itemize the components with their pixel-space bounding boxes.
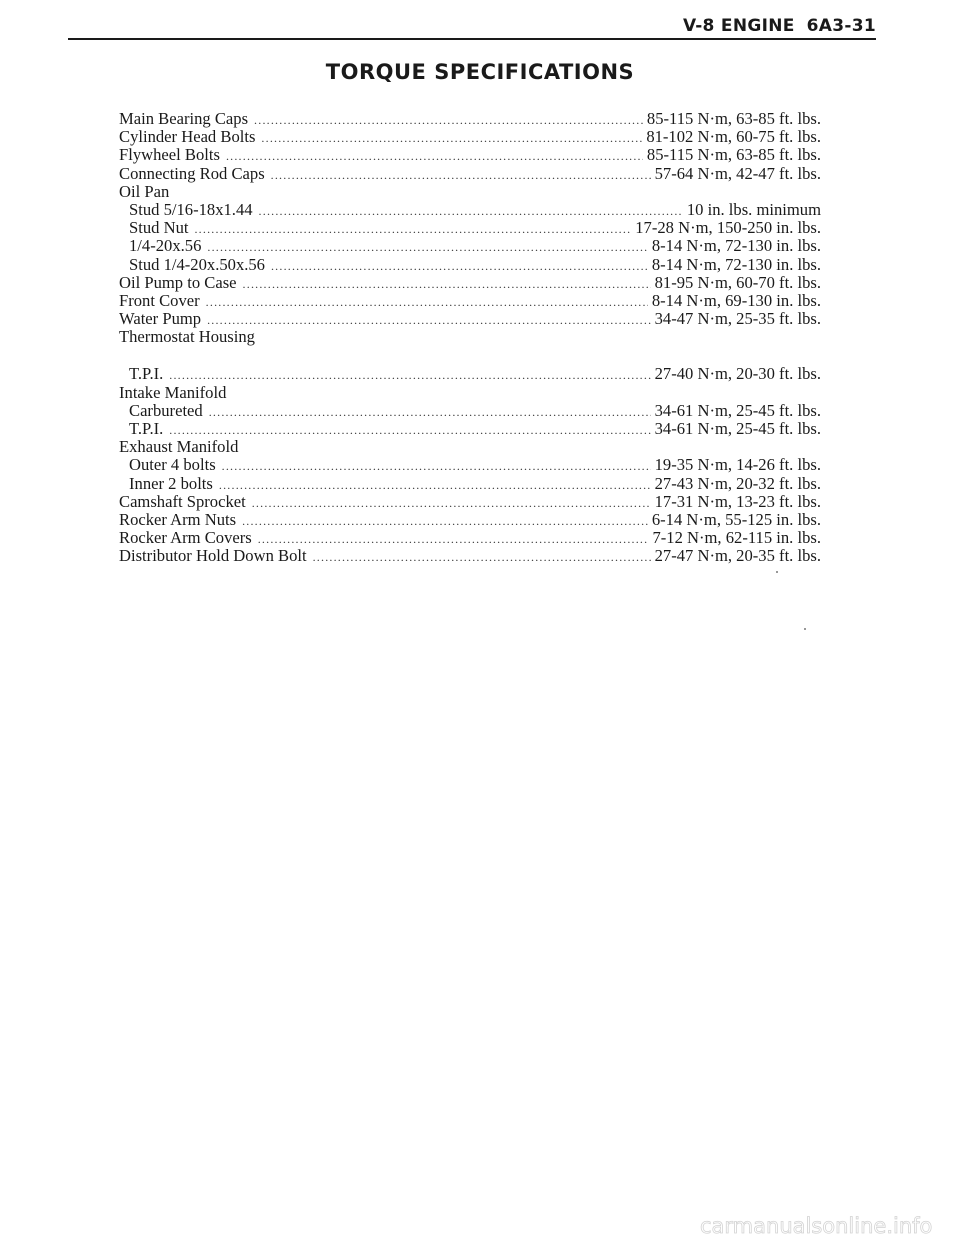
spec-row <box>119 219 821 237</box>
spec-group-heading <box>119 183 821 201</box>
spec-row <box>119 456 821 474</box>
dot-leader <box>254 111 643 129</box>
spec-value: 27-40 N·m, 20-30 ft. lbs. <box>654 364 821 384</box>
spec-label: Camshaft Sprocket <box>119 491 246 511</box>
dot-leader <box>207 311 651 329</box>
section-title: V-8 ENGINE <box>682 16 795 36</box>
dot-leader <box>222 457 651 475</box>
spec-value: 6-14 N·m, 55-125 in. lbs. <box>651 509 821 529</box>
dot-leader <box>209 403 651 421</box>
page-number: 6A3-31 <box>806 16 876 36</box>
spec-label: Oil Pump to Case <box>119 272 237 292</box>
spec-label: T.P.I. <box>129 364 164 384</box>
spec-label: Water Pump <box>119 309 202 329</box>
spec-row <box>119 110 821 128</box>
spec-value: 7-12 N·m, 62-115 in. lbs. <box>652 528 821 548</box>
spec-value: 10 in. lbs. minimum <box>686 199 821 219</box>
spec-row <box>119 511 821 529</box>
spec-label: Rocker Arm Nuts <box>119 509 237 529</box>
spec-value: 34-47 N·m, 25-35 ft. lbs. <box>654 309 821 329</box>
spec-value: 27-43 N·m, 20-32 ft. lbs. <box>654 473 821 493</box>
spec-group-heading <box>119 438 821 456</box>
dot-leader <box>259 202 683 220</box>
dot-leader <box>243 275 651 293</box>
spec-label: Rocker Arm Covers <box>119 528 252 548</box>
dot-leader <box>219 476 651 494</box>
spec-label: Front Cover <box>119 290 200 310</box>
spec-value: 81-102 N·m, 60-75 ft. lbs. <box>646 127 821 147</box>
spec-label: Main Bearing Caps <box>119 109 249 128</box>
page-title: TORQUE SPECIFICATIONS <box>325 60 635 84</box>
spec-value: 85-115 N·m, 63-85 ft. lbs. <box>646 145 821 165</box>
dot-leader <box>169 421 650 439</box>
spec-label: Stud Nut <box>129 218 189 238</box>
dot-leader <box>169 366 650 384</box>
svg-text:carmanualsonline.info: carmanualsonline.info <box>700 1214 933 1238</box>
spec-label: T.P.I. <box>129 419 164 438</box>
watermark-logo <box>700 1205 960 1245</box>
spec-row <box>119 475 821 493</box>
spec-label: Oil Pan <box>119 181 170 201</box>
header-divider <box>68 38 876 40</box>
spec-row <box>119 128 821 146</box>
spec-label: Intake Manifold <box>119 382 227 402</box>
spec-label: Distributor Hold Down Bolt <box>119 546 307 566</box>
spec-value: 81-95 N·m, 60-70 ft. lbs. <box>654 272 821 292</box>
dot-leader <box>258 530 649 548</box>
spec-label: Outer 4 bolts <box>129 455 216 475</box>
spec-value: 8-14 N·m, 72-130 in. lbs. <box>651 254 821 274</box>
spec-row <box>119 292 821 310</box>
spec-row <box>119 547 821 565</box>
scan-speck <box>776 571 778 573</box>
dot-leader <box>261 129 642 147</box>
dot-leader <box>226 147 643 165</box>
spec-label: Thermostat Housing <box>119 327 255 347</box>
spec-value: 8-14 N·m, 69-130 in. lbs. <box>651 290 821 310</box>
spec-row <box>119 420 821 438</box>
spec-label: Stud 5/16-18x1.44 <box>129 199 253 219</box>
spec-label: Stud 1/4-20x.50x.56 <box>129 254 265 274</box>
spec-row <box>119 201 821 219</box>
dot-leader <box>242 512 648 530</box>
spec-value: 34-61 N·m, 25-45 ft. lbs. <box>654 400 821 420</box>
spec-row <box>119 493 821 511</box>
spec-label: Exhaust Manifold <box>119 437 239 457</box>
spec-value: 19-35 N·m, 14-26 ft. lbs. <box>654 455 821 475</box>
spec-row <box>119 256 821 274</box>
torque-spec-list <box>119 110 821 566</box>
spec-label: Inner 2 bolts <box>129 473 213 493</box>
spec-row <box>119 146 821 164</box>
spec-label: Cylinder Head Bolts <box>119 127 256 147</box>
spec-row <box>119 165 821 183</box>
spec-label: 1/4-20x.56 <box>129 236 202 256</box>
dot-leader <box>206 293 648 311</box>
spec-label: Connecting Rod Caps <box>119 163 265 183</box>
dot-leader <box>194 220 631 238</box>
spec-row <box>119 237 821 255</box>
spec-label: Carbureted <box>129 400 203 420</box>
page-header <box>683 16 876 36</box>
spec-row <box>119 402 821 420</box>
scan-speck <box>804 628 806 630</box>
spec-row <box>119 365 821 383</box>
spec-label: Flywheel Bolts <box>119 145 220 165</box>
spec-row <box>119 274 821 292</box>
spec-value: 57-64 N·m, 42-47 ft. lbs. <box>654 163 821 183</box>
spec-value: 34-61 N·m, 25-45 ft. lbs. <box>654 419 821 438</box>
spec-value: 17-28 N·m, 150-250 in. lbs. <box>635 218 821 238</box>
spec-value: 85-115 N·m, 63-85 ft. lbs. <box>646 109 821 128</box>
spec-value: 8-14 N·m, 72-130 in. lbs. <box>651 236 821 256</box>
dot-leader <box>271 257 648 275</box>
spec-group-heading <box>119 384 821 402</box>
spec-group-heading <box>119 328 821 346</box>
dot-leader <box>313 548 651 566</box>
spec-value: 27-47 N·m, 20-35 ft. lbs. <box>654 546 821 566</box>
spec-row <box>119 529 821 547</box>
spec-value: 17-31 N·m, 13-23 ft. lbs. <box>654 491 821 511</box>
spec-row <box>119 310 821 328</box>
dot-leader <box>252 494 651 512</box>
dot-leader <box>271 166 651 184</box>
dot-leader <box>207 238 647 256</box>
